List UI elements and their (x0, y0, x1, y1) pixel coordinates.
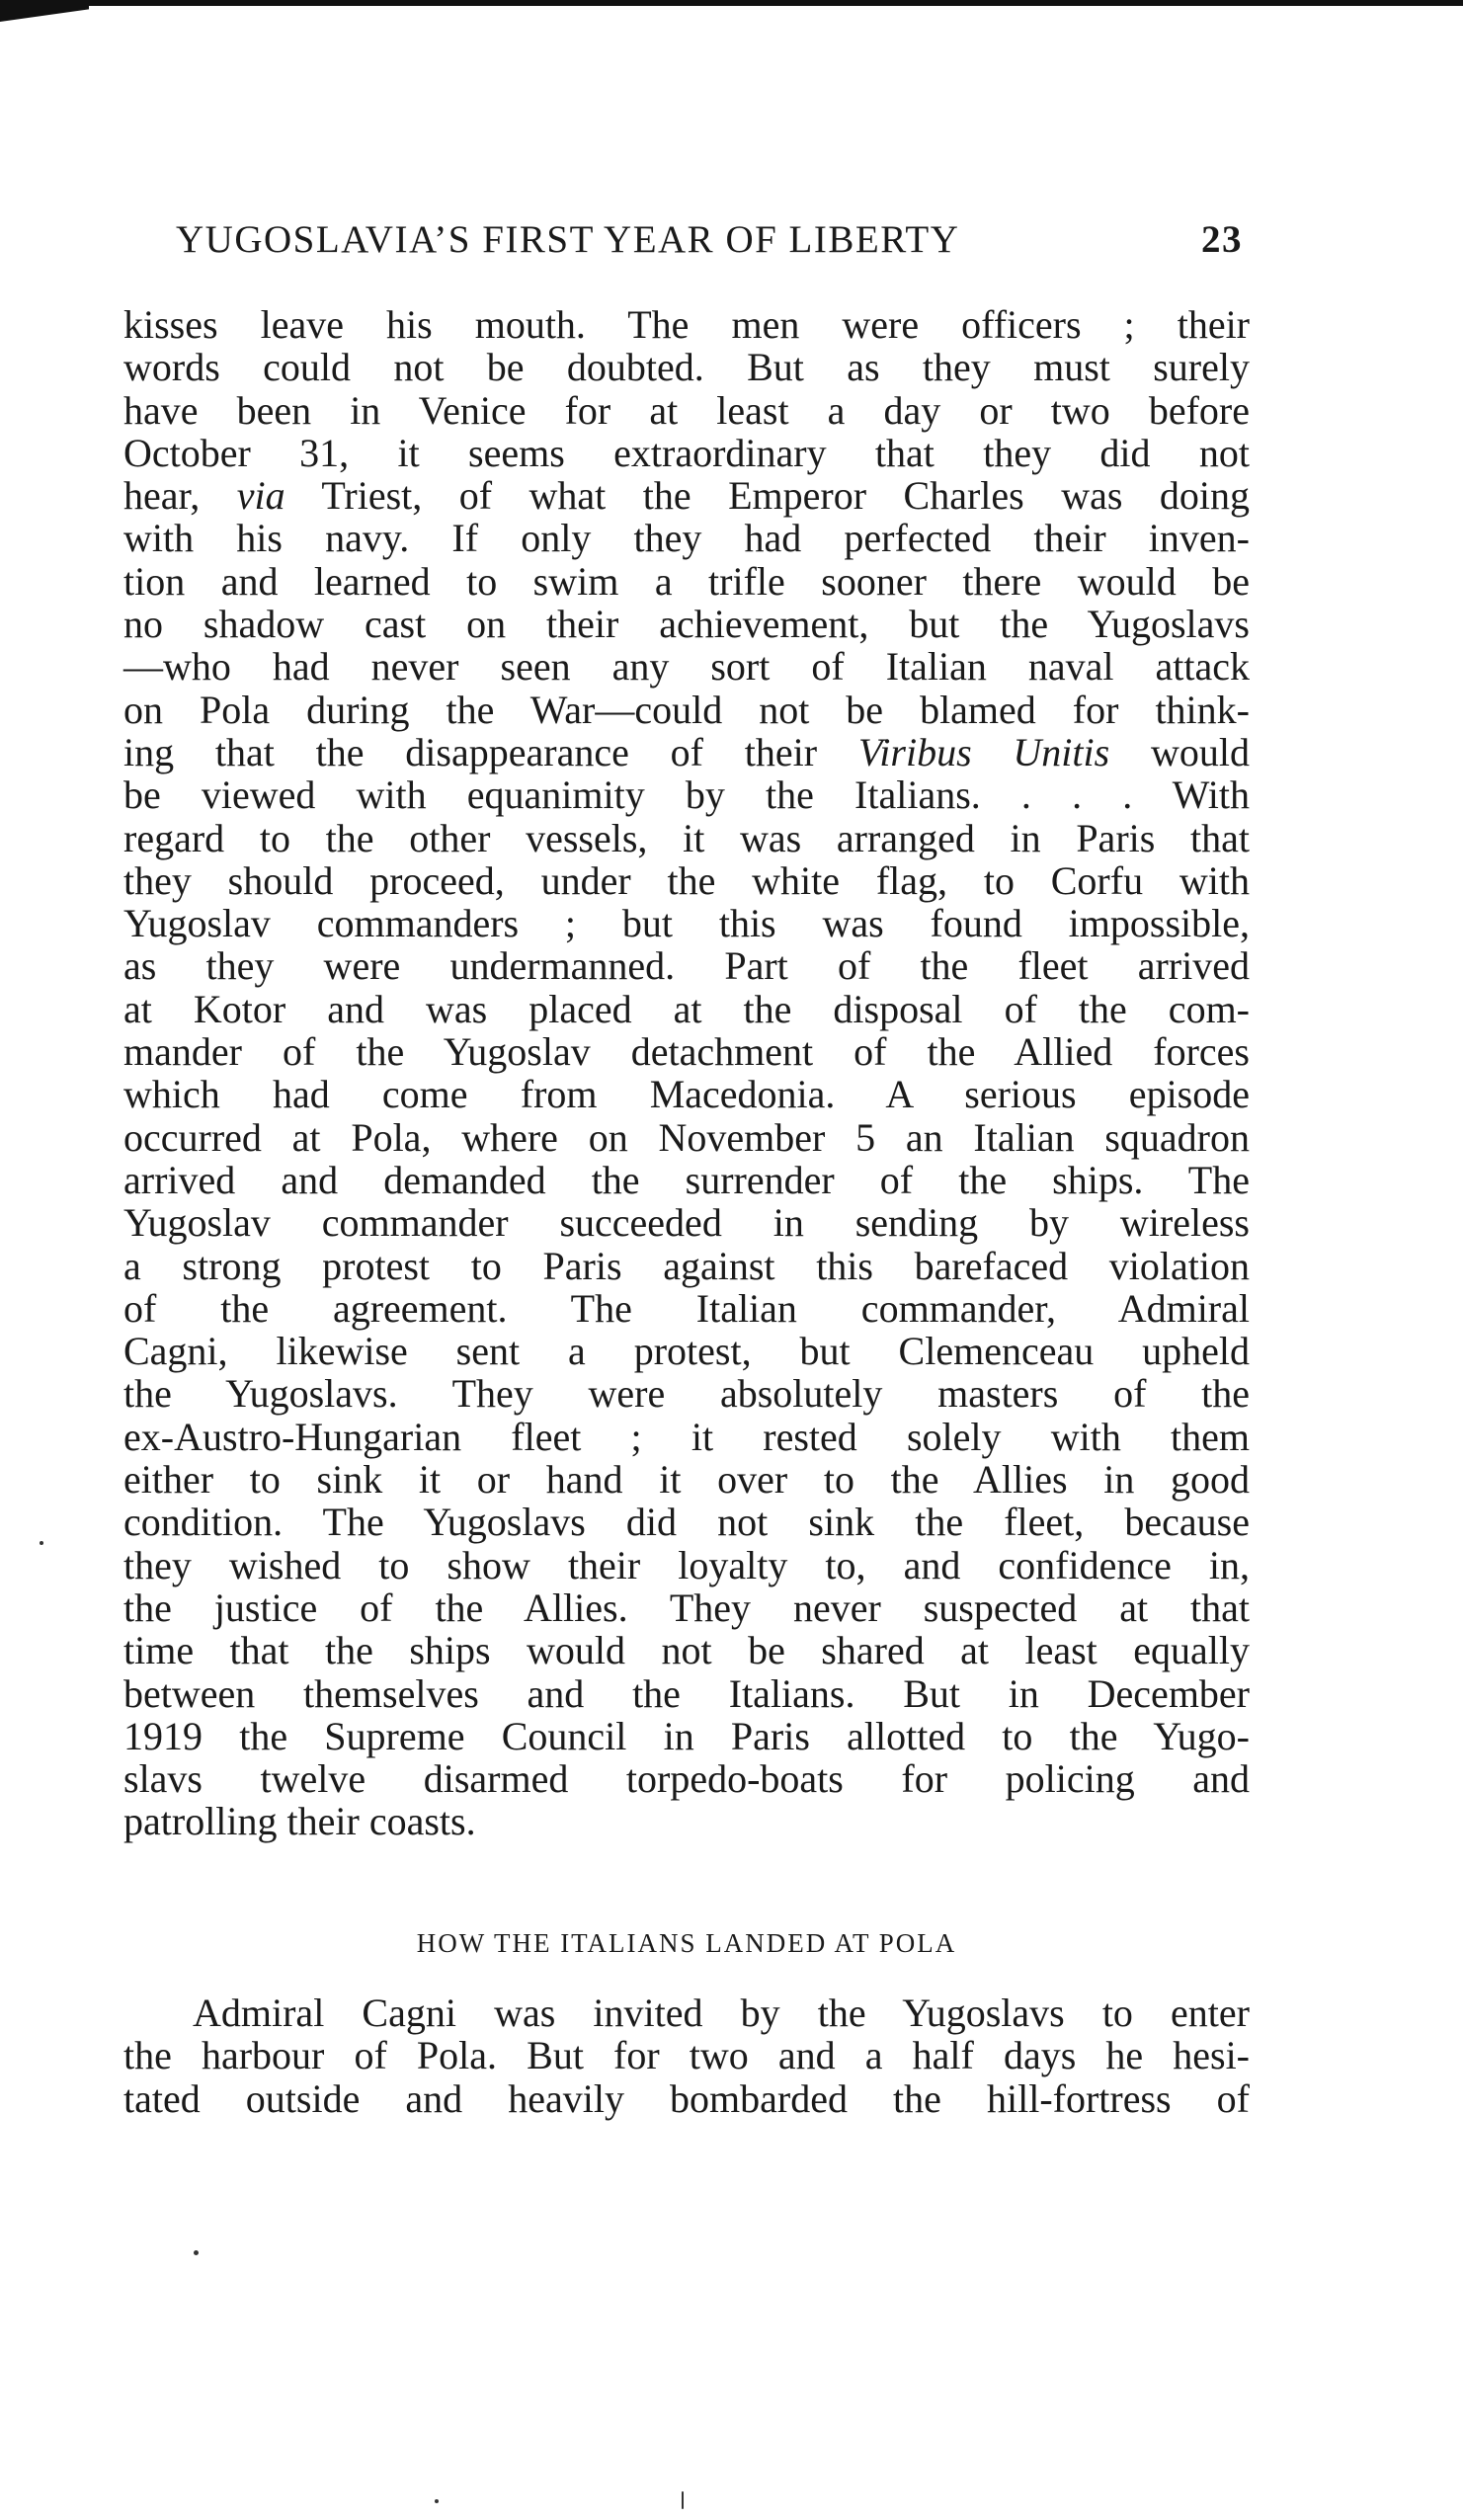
text-line: between themselves and the Italians. But in December (123, 1670, 1250, 1716)
text-line: Yugoslav commander succeeded in sending by wireless (123, 1200, 1250, 1246)
text-line: ex-Austro-Hungarian fleet ; it rested solely with them (123, 1414, 1250, 1459)
text-line: a strong protest to Paris against this barefaced violation (123, 1243, 1250, 1288)
text-line: which had come from Macedonia. A serious episode (123, 1072, 1250, 1117)
text-line: occurred at Pola, where on November 5 an Italian squadron (123, 1114, 1250, 1160)
text-line: hear, via Triest, of what the Emperor Charles was doing (123, 473, 1251, 519)
text-line: kisses leave his mouth. The men were officers ; their (123, 302, 1250, 347)
text-line: 1919 the Supreme Council in Paris allotted to the Yugo- (123, 1713, 1250, 1758)
text-line: regard to the other vessels, it was arranged in Paris that (123, 815, 1250, 860)
text-line: of the agreement. The Italian commander, Admiral (123, 1285, 1250, 1331)
text-line: the Yugoslavs. They were absolutely masters of the (123, 1371, 1250, 1417)
text-line: time that the ships would not be shared at least equally (123, 1628, 1250, 1673)
section-heading: HOW THE ITALIANS LANDED AT POLA (416, 1928, 957, 1958)
text-line: the harbour of Pola. But for two and a half days he hesi- (123, 2033, 1250, 2078)
text-line: no shadow cast on their achievement, but the Yugoslavs (123, 602, 1250, 647)
print-speck (435, 2499, 439, 2503)
text-line: mander of the Yugoslav detachment of the Allied forces (123, 1029, 1250, 1075)
text-line: arrived and demanded the surrender of the ships. The (123, 1157, 1250, 1202)
running-title: YUGOSLAVIA’S FIRST YEAR OF LIBERTY (176, 218, 960, 261)
text-line: tated outside and heavily bombarded the hill-fortress of (123, 2075, 1250, 2121)
running-header (176, 217, 1243, 267)
text-line: they should proceed, under the white flag, to Corfu with (123, 857, 1250, 903)
text-line: condition. The Yugoslavs did not sink the fleet, because (123, 1500, 1250, 1545)
section-paragraph (123, 1992, 1250, 2120)
text-line: tion and learned to swim a trifle sooner there would be (123, 558, 1250, 604)
print-speck (40, 1541, 43, 1545)
top-edge-rule (0, 0, 1463, 6)
page-number: 23 (1201, 218, 1243, 261)
text-line: Admiral Cagni was invited by the Yugoslavs to enter (193, 1991, 1250, 2035)
text-line: with his navy. If only they had perfected their inven- (123, 516, 1250, 561)
text-line: the justice of the Allies. They never suspected at that (123, 1585, 1250, 1630)
text-line: —who had never seen any sort of Italian naval attack (123, 644, 1250, 690)
text-line: words could not be doubted. But as they must surely (123, 345, 1250, 390)
text-line: on Pola during the War—could not be blamed for think- (123, 687, 1250, 732)
text-line: ing that the disappearance of their Viribus Unitis would (123, 729, 1251, 774)
text-line: they wished to show their loyalty to, and confidence in, (123, 1542, 1250, 1587)
text-line: October 31, it seems extraordinary that they did not (123, 430, 1250, 475)
text-line: Yugoslav commanders ; but this was found impossible, (123, 901, 1250, 946)
print-speck (682, 2491, 684, 2509)
text-line: patrolling their coasts. (123, 1799, 476, 1844)
top-edge-mark (0, 4, 89, 22)
text-line: be viewed with equanimity by the Italians. . . . With (123, 772, 1250, 818)
text-line: at Kotor and was placed at the disposal of the com- (123, 986, 1250, 1031)
text-line: slavs twelve disarmed torpedo-boats for policing and (123, 1756, 1250, 1802)
text-line: have been in Venice for at least a day or two before (123, 387, 1250, 433)
text-line: either to sink it or hand it over to the Allies in good (123, 1457, 1250, 1503)
text-line: as they were undermanned. Part of the fleet arrived (123, 943, 1250, 989)
text-line: Cagni, likewise sent a protest, but Clemenceau upheld (123, 1329, 1250, 1374)
body-paragraph (123, 303, 1250, 1843)
print-speck (194, 2250, 199, 2255)
